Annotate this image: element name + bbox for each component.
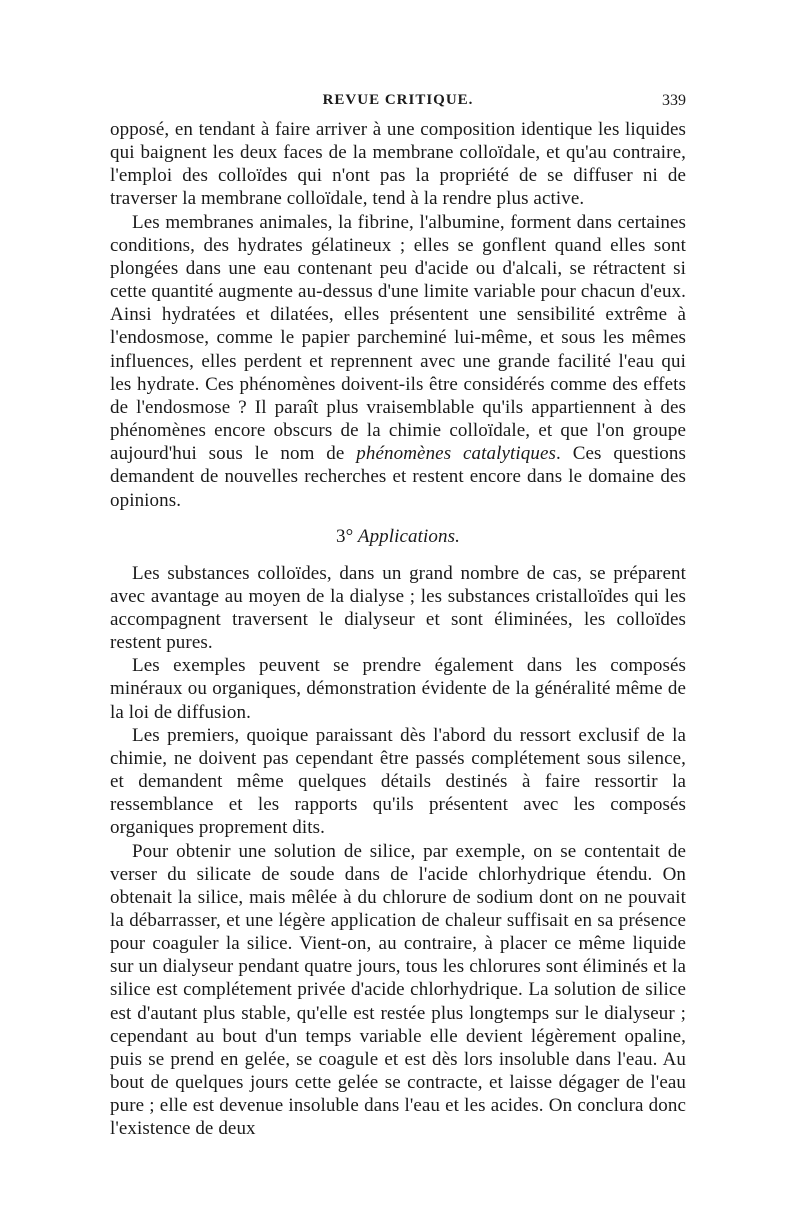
- paragraph-membranes: [110, 211, 686, 512]
- page-header: [110, 92, 686, 118]
- body-text: [110, 118, 686, 1141]
- section-number: 3°: [336, 525, 354, 547]
- running-title: REVUE CRITIQUE.: [322, 92, 474, 108]
- paragraph-premiers: Les premiers, quoique paraissant dès l'abord du ressort exclusif de la chimie, ne doivent pas cependant être passés complétement sous silence, et demandent même quelques détails destinés à faire ressortir la ressemblance et les rapports qu'ils présentent avec les composés organiques proprement dits.: [110, 724, 686, 839]
- emphasized-term: phénomènes catalytiques: [356, 443, 557, 465]
- section-title: Applications.: [357, 525, 460, 547]
- paragraph-continuation: opposé, en tendant à faire arriver à une composition identique les liquides qui baignent les deux faces de la membrane colloïdale, et qu'au contraire, l'emploi des colloïdes qui n'ont pas la propriété de se diffuser ni de traverser la membrane colloïdale, tend à la rendre plus active.: [110, 119, 686, 210]
- paragraph-text-end: . Ces questions demandent de nouvelles recherches et restent encore dans le domaine des opinions.: [110, 443, 687, 511]
- paragraph-exemples: Les exemples peuvent se prendre également dans les composés minéraux ou organiques, démonstration évidente de la généralité même de la loi de diffusion.: [110, 655, 686, 723]
- section-heading: [110, 525, 686, 548]
- paragraph-text-start: Les membranes animales, la fibrine, l'albumine, forment dans certaines conditions, des hydrates gélatineux ; elles se gonflent quand elles sont plongées dans une eau contenant peu d'acide ou d'alcali, se rétractent si cette quantité augmente au-dessus d'une limite variable pour chacun d'eux. Ainsi hydratées et dilatées, elles présentent une sensibilité extrême à l'endosmose, comme le papier parcheminé lui-même, et sous les mêmes influences, elles perdent et reprennent avec une grande facilité l'eau qui les hydrate. Ces phénomènes doivent-ils être considérés comme des effets de l'endosmose ? Il paraît plus vraisemblable qu'ils appartiennent à des phénomènes encore obscurs de la chimie colloïdale, et que l'on groupe aujourd'hui sous le nom de: [110, 211, 686, 465]
- paragraph-silice: Pour obtenir une solution de silice, par exemple, on se contentait de verser du silicate de soude dans de l'acide chlorhydrique étendu. On obtenait la silice, mais mêlée à du chlorure de sodium dont on ne pouvait la débarrasser, et une légère application de chaleur suffisait en sa présence pour coaguler la silice. Vient-on, au contraire, à placer ce même liquide sur un dialyseur pendant quatre jours, tous les chlorures sont éliminés et la silice est complétement privée d'acide chlorhydrique. La solution de silice est d'autant plus stable, qu'elle est restée plus longtemps sur le dialyseur ; cependant au bout d'un temps variable elle devient légèrement opaline, puis se prend en gelée, se coagule et est dès lors insoluble dans l'eau. Au bout de quelques jours cette gelée se contracte, et laisse dégager de l'eau pure ; elle est devenue insoluble dans l'eau et les acides. On conclura donc l'existence de deux: [110, 840, 686, 1140]
- book-page: [110, 92, 686, 1182]
- paragraph-colloides: Les substances colloïdes, dans un grand nombre de cas, se préparent avec avantage au moyen de la dialyse ; les substances cristalloïdes qui les accompagnent traversent le dialyseur et sont éliminées, les colloïdes restent pures.: [110, 562, 686, 654]
- page-number: 339: [662, 92, 686, 109]
